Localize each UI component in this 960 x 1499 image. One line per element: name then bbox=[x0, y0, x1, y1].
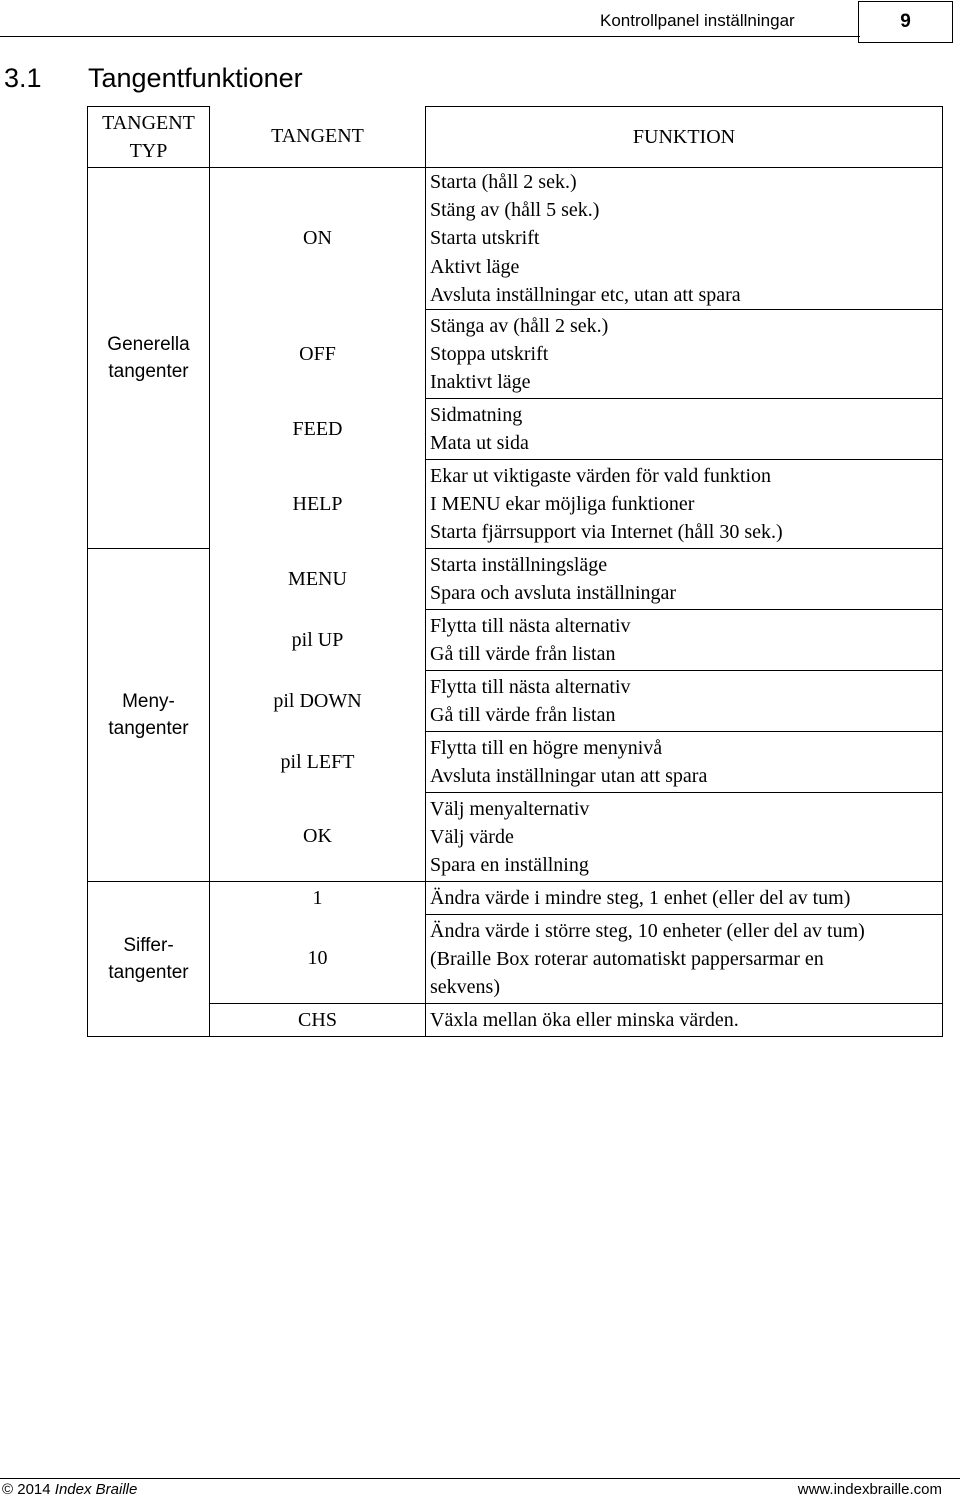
key-up: pil UP bbox=[291, 628, 344, 651]
function-line: Stoppa utskrift bbox=[430, 342, 549, 365]
function-off bbox=[426, 310, 943, 399]
function-line: Avsluta inställningar utan att spara bbox=[430, 765, 708, 788]
key-feed: FEED bbox=[292, 417, 343, 440]
function-line: Välj värde bbox=[430, 825, 514, 848]
category-general bbox=[88, 168, 210, 549]
function-line: Gå till värde från listan bbox=[430, 704, 616, 727]
function-line: Sidmatning bbox=[430, 403, 523, 426]
section-number: 3.1 bbox=[4, 63, 42, 93]
key-1: 1 bbox=[210, 882, 426, 915]
function-line: Gå till värde från listan bbox=[430, 643, 616, 666]
function-1 bbox=[426, 882, 943, 915]
category-menu-line1: Meny- bbox=[122, 691, 175, 713]
category-general-line2: tangenter bbox=[108, 361, 189, 382]
header-title: Kontrollpanel inställningar bbox=[600, 11, 795, 30]
key-function-table bbox=[87, 106, 943, 1037]
section-title: Tangentfunktioner bbox=[88, 63, 303, 93]
category-digits bbox=[88, 882, 210, 1037]
key-down: pil DOWN bbox=[273, 689, 362, 712]
function-down bbox=[426, 671, 943, 732]
key-on: ON bbox=[210, 168, 426, 310]
function-line: Ändra värde i större steg, 10 enheter (eller del av tum) bbox=[430, 919, 865, 942]
page-number: 9 bbox=[858, 1, 953, 43]
function-line: Ekar ut viktigaste värden för vald funktion bbox=[430, 464, 772, 487]
function-line: Flytta till nästa alternativ bbox=[430, 614, 631, 637]
key-left: pil LEFT bbox=[280, 750, 355, 773]
key-10: 10 bbox=[307, 947, 328, 970]
function-line: Stäng av (håll 5 sek.) bbox=[430, 199, 600, 222]
key-ok: OK bbox=[303, 825, 332, 848]
function-menu bbox=[426, 549, 943, 610]
function-chs bbox=[426, 1004, 943, 1037]
section-heading bbox=[4, 58, 303, 98]
key-chs: CHS bbox=[210, 1004, 426, 1037]
function-line: Spara och avsluta inställningar bbox=[430, 582, 677, 605]
function-line: Starta utskrift bbox=[430, 227, 540, 250]
function-line: Stänga av (håll 2 sek.) bbox=[430, 314, 609, 337]
function-line: Inaktivt läge bbox=[430, 371, 531, 394]
header-function: FUNKTION bbox=[426, 107, 943, 168]
function-on bbox=[426, 168, 943, 310]
function-line: Flytta till en högre menynivå bbox=[430, 736, 663, 759]
function-ok bbox=[426, 793, 943, 882]
company-name: Index Braille bbox=[54, 1481, 138, 1498]
function-left bbox=[426, 732, 943, 793]
function-line: Starta (håll 2 sek.) bbox=[430, 171, 577, 193]
function-line: Spara en inställning bbox=[430, 854, 589, 877]
function-10 bbox=[426, 915, 943, 1004]
function-line: (Braille Box roterar automatiskt pappersarmar en bbox=[430, 947, 824, 970]
header-divider bbox=[0, 36, 860, 37]
function-help bbox=[426, 460, 943, 549]
category-general-line1: Generella bbox=[107, 334, 190, 355]
key-help: HELP bbox=[292, 492, 343, 515]
header-key-type-line2: TYP bbox=[129, 140, 168, 162]
category-digits-line1: Siffer- bbox=[123, 935, 174, 957]
copyright-year: 2014 bbox=[17, 1481, 51, 1498]
function-up bbox=[426, 610, 943, 671]
category-digits-line2: tangenter bbox=[108, 962, 189, 984]
category-menu bbox=[88, 549, 210, 882]
header-key-type bbox=[88, 107, 210, 168]
function-line: Avsluta inställningar etc, utan att spara bbox=[430, 283, 741, 306]
function-line: Aktivt läge bbox=[430, 255, 520, 278]
function-feed bbox=[426, 399, 943, 460]
function-line: I MENU ekar möjliga funktioner bbox=[430, 492, 695, 515]
function-line: Mata ut sida bbox=[430, 432, 529, 455]
copyright-symbol: © bbox=[2, 1481, 14, 1498]
function-line: Växla mellan öka eller minska värden. bbox=[430, 1008, 739, 1031]
function-line: Ändra värde i mindre steg, 1 enhet (eller del av tum) bbox=[430, 886, 851, 909]
function-line: sekvens) bbox=[430, 976, 500, 999]
category-menu-line2: tangenter bbox=[108, 718, 189, 740]
function-line: Starta inställningsläge bbox=[430, 553, 608, 576]
key-off: OFF bbox=[299, 342, 336, 365]
function-line: Flytta till nästa alternativ bbox=[430, 675, 631, 698]
key-menu: MENU bbox=[288, 567, 347, 590]
function-line: Starta fjärrsupport via Internet (håll 30 sek.) bbox=[430, 521, 783, 544]
header-key: TANGENT bbox=[271, 125, 364, 148]
footer-copyright bbox=[2, 1481, 137, 1499]
header-key-type-line1: TANGENT bbox=[102, 112, 195, 134]
footer-divider bbox=[0, 1478, 960, 1479]
footer-website: www.indexbraille.com bbox=[797, 1481, 942, 1498]
function-line: Välj menyalternativ bbox=[430, 797, 590, 820]
